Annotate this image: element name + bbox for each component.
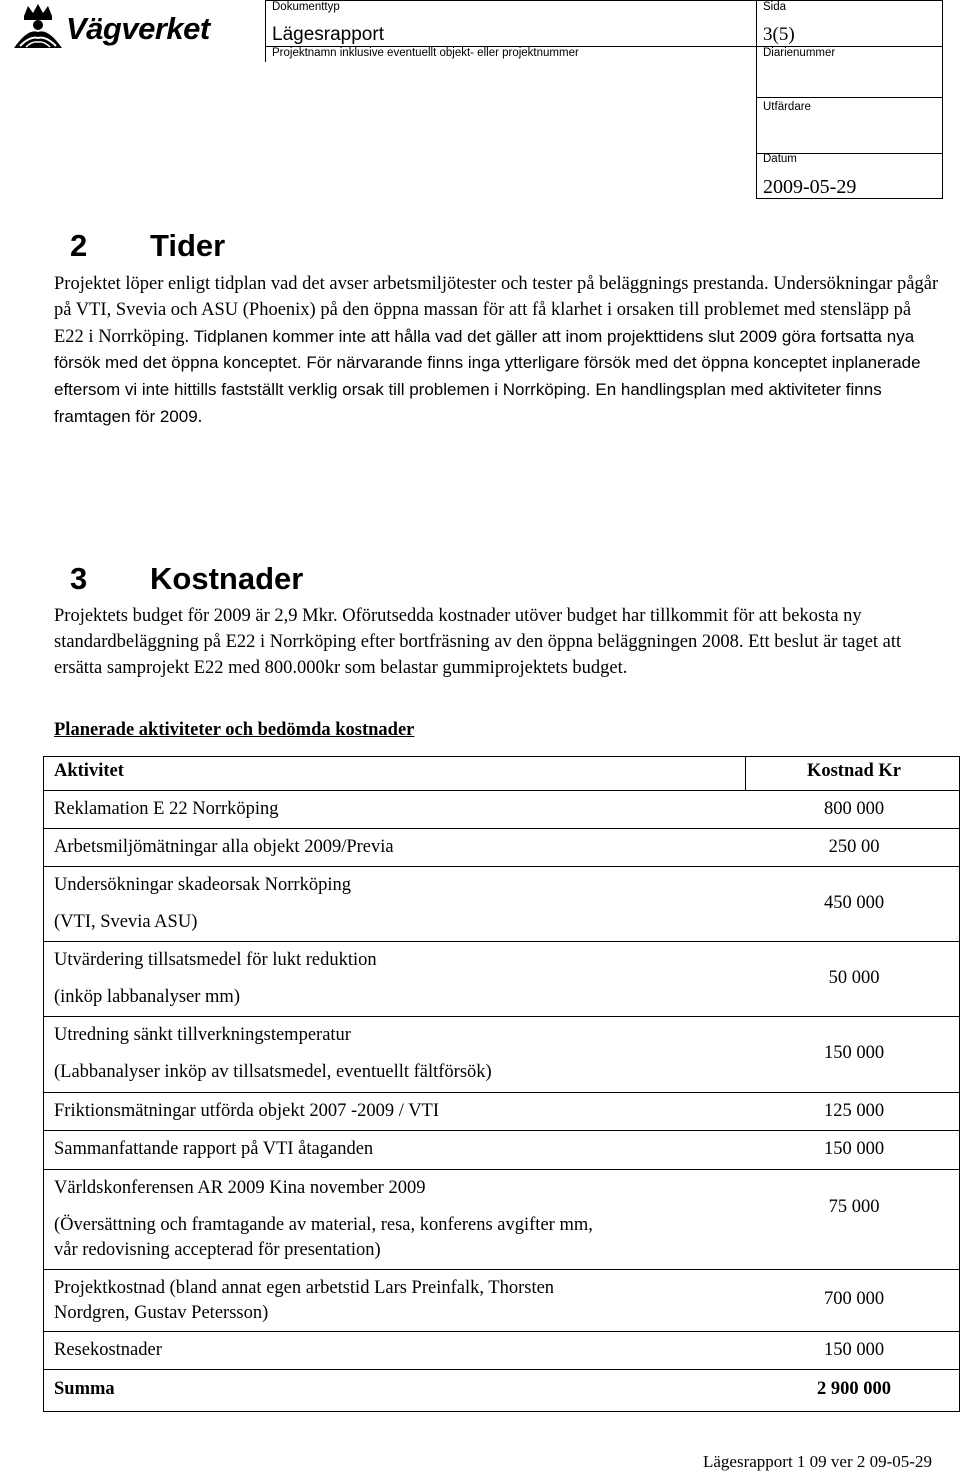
section-2-paragraph — [54, 272, 944, 431]
paragraph-text: Projektet löper enligt tidplan vad det avser arbetsmiljötester och tester på beläggnings prestanda. Undersökningar pågår på VTI, Svevia och ASU (Phoenix) på den öppna massan för att få klarhet i orsaken till problemet med stensläpp på E22 i Norrköping. — [54, 274, 939, 347]
table-rule — [745, 756, 746, 790]
section-3-paragraph: Projektets budget för 2009 är 2,9 Mkr. Oförutsedda kostnader utöver budget har tillkommit för att bekosta ny standardbeläggning på E22 i Norrköping efter bortfräsning av den öppna beläggningen 2008. Ett beslut är taget att ersätta samprojekt E22 med 800.000kr som belastar gummiprojektets budget. — [54, 606, 902, 678]
header-divider — [942, 0, 943, 199]
header-divider — [756, 0, 757, 199]
cost-cell: 800 000 — [823, 799, 885, 819]
cost-cell: 450 000 — [823, 893, 885, 913]
cost-cell: 150 000 — [823, 1043, 885, 1063]
paragraph-text: Tidplanen kommer inte att hålla vad det gäller att inom projekttidens slut 2009 göra fortsatta nya försök med det öppna konceptet. För närvarande finns inga ytterligare försök med det öppna konceptet inplanerade eftersom vi inte hittills fastställt verklig orsak till problemen i Norrköping. En handlingsplan med aktiviteter finns framtagen för 2009 — [54, 326, 921, 426]
activity-cell: (inköp labbanalyser mm) — [54, 987, 240, 1007]
cost-cell: 250 00 — [828, 837, 880, 857]
table-rule — [43, 1369, 960, 1370]
doctype-label: Dokumenttyp — [272, 1, 340, 13]
project-label: Projektnamn inklusive eventuellt objekt- eller projektnummer — [272, 47, 579, 59]
cost-cell: 150 000 — [823, 1139, 885, 1159]
activity-cell: (VTI, Svevia ASU) — [54, 912, 198, 932]
cost-table — [43, 756, 960, 1411]
section-title: Tider — [150, 228, 226, 263]
activity-cell: Friktionsmätningar utförda objekt 2007 -2009 / VTI — [54, 1101, 440, 1121]
activity-cell: Resekostnader — [54, 1340, 162, 1360]
activity-cell: Arbetsmiljömätningar alla objekt 2009/Previa — [54, 837, 394, 857]
logo-text: Vägverket — [66, 11, 210, 46]
cost-cell: 125 000 — [823, 1101, 885, 1121]
date-label: Datum — [763, 153, 797, 165]
table-rule — [43, 1169, 960, 1170]
cost-cell: 75 000 — [828, 1197, 880, 1217]
table-rule — [43, 866, 960, 867]
column-header-activity: Aktivitet — [54, 761, 124, 781]
table-rule — [43, 790, 960, 791]
activity-cell: Projektkostnad (bland annat egen arbetstid Lars Preinfalk, Thorsten — [54, 1278, 555, 1298]
section-number: 3 — [70, 561, 88, 596]
table-rule — [43, 1331, 960, 1332]
crown-road-emblem-icon — [10, 2, 66, 52]
activity-cell: Världskonferensen AR 2009 Kina november 2009 — [54, 1178, 426, 1198]
doctype-value: Lägesrapport — [272, 24, 384, 45]
cost-cell: 50 000 — [828, 968, 880, 988]
activity-cell: (Översättning och framtagande av material, resa, konferens avgifter mm, — [54, 1215, 593, 1235]
table-rule — [43, 1411, 960, 1412]
section-number: 2 — [70, 228, 88, 263]
activity-cell: Utredning sänkt tillverkningstemperatur — [54, 1025, 351, 1045]
date-value: 2009-05-29 — [763, 176, 857, 198]
activity-cell: Undersökningar skadeorsak Norrköping — [54, 875, 351, 895]
activity-cell: Nordgren, Gustav Petersson) — [54, 1303, 269, 1323]
activity-cell: vår redovisning accepterad för presentation) — [54, 1240, 381, 1260]
table-rule — [43, 1269, 960, 1270]
column-header-cost: Kostnad Kr — [806, 761, 902, 781]
header-divider — [265, 0, 943, 1]
page-footer: Lägesrapport 1 09 ver 2 09-05-29 — [703, 1452, 932, 1471]
activity-cell: Utvärdering tillsatsmedel för lukt reduktion — [54, 950, 377, 970]
table-rule — [43, 1130, 960, 1131]
issuer-label: Utfärdare — [763, 101, 811, 113]
cost-cell: 150 000 — [823, 1340, 885, 1360]
activity-cell: (Labbanalyser inköp av tillsatsmedel, eventuellt fältförsök) — [54, 1062, 492, 1082]
table-rule — [43, 941, 960, 942]
header-divider — [265, 0, 266, 62]
section-title: Kostnader — [150, 561, 304, 596]
agency-logo — [4, 2, 259, 52]
table-rule — [43, 828, 960, 829]
total-value: 2 900 000 — [817, 1379, 891, 1399]
page-number: 3(5) — [763, 24, 795, 45]
table-rule — [43, 756, 960, 757]
activity-cell: Reklamation E 22 Norrköping — [54, 799, 279, 819]
total-label: Summa — [54, 1379, 115, 1399]
table-rule — [43, 1092, 960, 1093]
table-caption: Planerade aktiviteter och bedömda kostnader — [54, 720, 415, 740]
table-rule — [43, 1016, 960, 1017]
page-label: Sida — [763, 1, 787, 13]
section-heading — [70, 228, 225, 264]
paragraph-text: . — [197, 406, 203, 427]
cost-cell: 700 000 — [823, 1289, 885, 1309]
diary-label: Diarienummer — [763, 47, 836, 59]
activity-cell: Sammanfattande rapport på VTI åtaganden — [54, 1139, 374, 1159]
section-heading — [70, 561, 303, 597]
header-divider — [756, 97, 943, 98]
table-rule — [43, 756, 44, 1411]
